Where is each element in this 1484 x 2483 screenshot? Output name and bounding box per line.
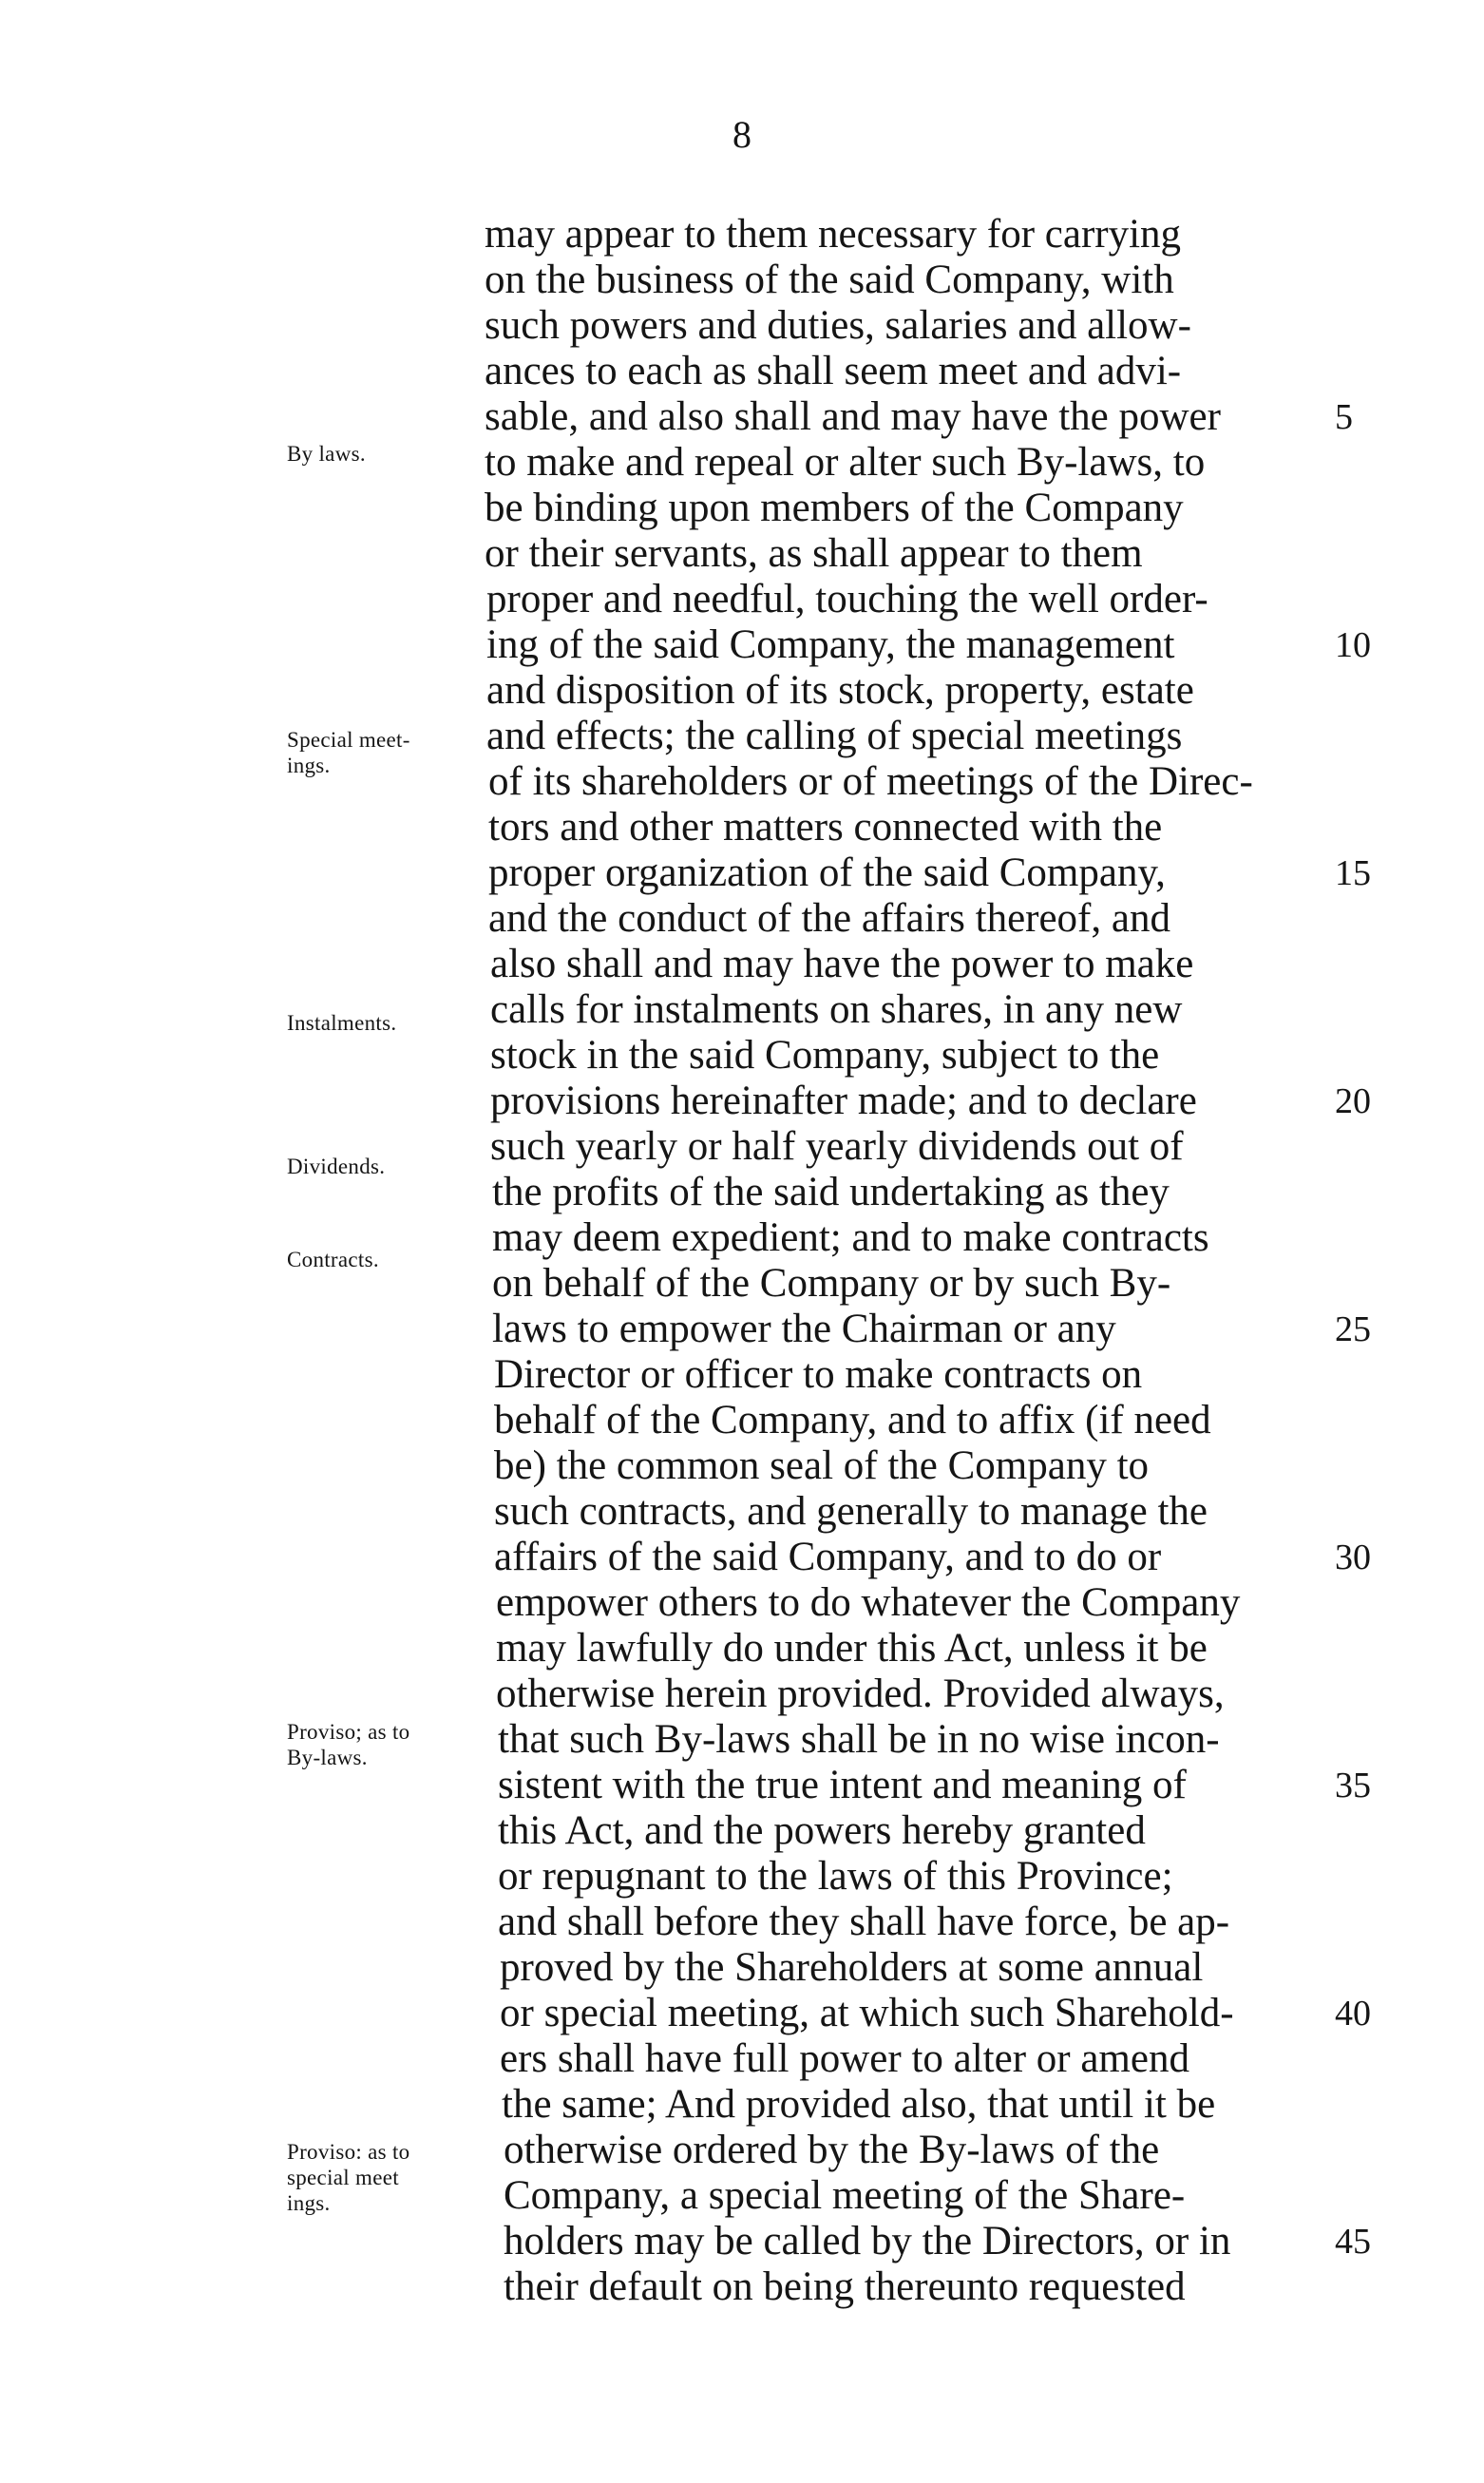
line-text: proper and needful, touching the well order-: [486, 577, 1208, 621]
line-text: provisions hereinafter made; and to declare: [490, 1079, 1197, 1123]
line-text: Company, a special meeting of the Share-: [504, 2173, 1186, 2218]
line-text: calls for instalments on shares, in any new: [490, 987, 1183, 1032]
line-text: that such By-laws shall be in no wise incon-: [498, 1717, 1220, 1762]
line-text: their default on being thereunto requested: [504, 2264, 1186, 2309]
line-text: sable, and also shall and may have the power: [485, 394, 1221, 439]
line-text: the same; And provided also, that until it be: [502, 2082, 1216, 2127]
line-text: and shall before they shall have force, be ap-: [498, 1900, 1230, 1944]
line-text: Director or officer to make contracts on: [494, 1352, 1143, 1397]
line-number: 35: [1335, 1766, 1371, 1805]
line-text: may appear to them necessary for carrying: [485, 212, 1182, 257]
line-text: and the conduct of the affairs thereof, and: [488, 896, 1170, 941]
line-text: on behalf of the Company or by such By-: [492, 1261, 1171, 1306]
line-text: proved by the Shareholders at some annual: [500, 1945, 1204, 1990]
line-text: holders may be called by the Directors, or in: [504, 2219, 1231, 2263]
line-text: or repugnant to the laws of this Province;: [498, 1854, 1173, 1899]
line-text: stock in the said Company, subject to the: [490, 1033, 1160, 1078]
line-number: 30: [1335, 1538, 1371, 1577]
line-text: sistent with the true intent and meaning of: [498, 1763, 1187, 1807]
line-number: 40: [1335, 1994, 1371, 2034]
margin-note-special-meetings: Special meet-: [287, 728, 410, 752]
margin-note-proviso-special-meetings-end: ings.: [287, 2191, 331, 2215]
line-text: such contracts, and generally to manage the: [494, 1489, 1208, 1534]
line-number: 15: [1335, 853, 1371, 893]
line-text: on the business of the said Company, with: [485, 258, 1174, 302]
margin-note-proviso-by-laws-cont: By-laws.: [287, 1746, 368, 1769]
line-text: affairs of the said Company, and to do or: [494, 1535, 1162, 1579]
line-text: may deem expedient; and to make contracts: [492, 1215, 1209, 1260]
line-number: 25: [1335, 1309, 1371, 1349]
line-text: tors and other matters connected with the: [488, 805, 1163, 850]
line-text: such powers and duties, salaries and allow-: [485, 303, 1191, 348]
page-number: 8: [732, 113, 752, 156]
line-text: of its shareholders or of meetings of the Direc-: [488, 759, 1253, 804]
margin-note-proviso-special-meetings-cont: special meet: [287, 2166, 399, 2189]
line-text: such yearly or half yearly dividends out of: [490, 1124, 1184, 1169]
line-text: and disposition of its stock, property, estate: [486, 668, 1194, 713]
line-text: and effects; the calling of special meetings: [486, 714, 1183, 758]
line-number: 45: [1335, 2222, 1371, 2262]
margin-note-by-laws: By laws.: [287, 442, 366, 466]
margin-note-proviso-special-meetings: Proviso: as to: [287, 2140, 410, 2164]
margin-note-instalments: Instalments.: [287, 1011, 397, 1035]
line-text: the profits of the said undertaking as they: [492, 1170, 1170, 1214]
line-number: 10: [1335, 625, 1371, 665]
line-text: be binding upon members of the Company: [485, 486, 1184, 530]
line-text: be) the common seal of the Company to: [494, 1443, 1150, 1488]
line-text: to make and repeal or alter such By-laws, to: [485, 440, 1206, 485]
line-text: this Act, and the powers hereby granted: [498, 1808, 1146, 1853]
margin-note-special-meetings-cont: ings.: [287, 754, 331, 777]
margin-note-dividends: Dividends.: [287, 1155, 386, 1178]
line-text: ing of the said Company, the management: [486, 622, 1175, 667]
line-text: empower others to do whatever the Company: [496, 1580, 1241, 1625]
line-text: ances to each as shall seem meet and advi-: [485, 349, 1182, 393]
line-number: 5: [1335, 397, 1353, 437]
margin-note-proviso-by-laws: Proviso; as to: [287, 1720, 410, 1744]
line-text: behalf of the Company, and to affix (if need: [494, 1398, 1211, 1442]
line-number: 20: [1335, 1081, 1371, 1121]
line-text: ers shall have full power to alter or amend: [500, 2036, 1189, 2081]
line-text: otherwise ordered by the By-laws of the: [504, 2128, 1160, 2172]
line-text: otherwise herein provided. Provided always,: [496, 1671, 1225, 1716]
margin-note-contracts: Contracts.: [287, 1248, 379, 1271]
line-text: proper organization of the said Company,: [488, 850, 1166, 895]
line-text: or special meeting, at which such Sharehold-: [500, 1991, 1234, 2035]
line-text: may lawfully do under this Act, unless it be: [496, 1626, 1208, 1671]
line-text: also shall and may have the power to make: [490, 942, 1194, 986]
line-text: laws to empower the Chairman or any: [492, 1307, 1116, 1351]
line-text: or their servants, as shall appear to them: [485, 531, 1143, 576]
